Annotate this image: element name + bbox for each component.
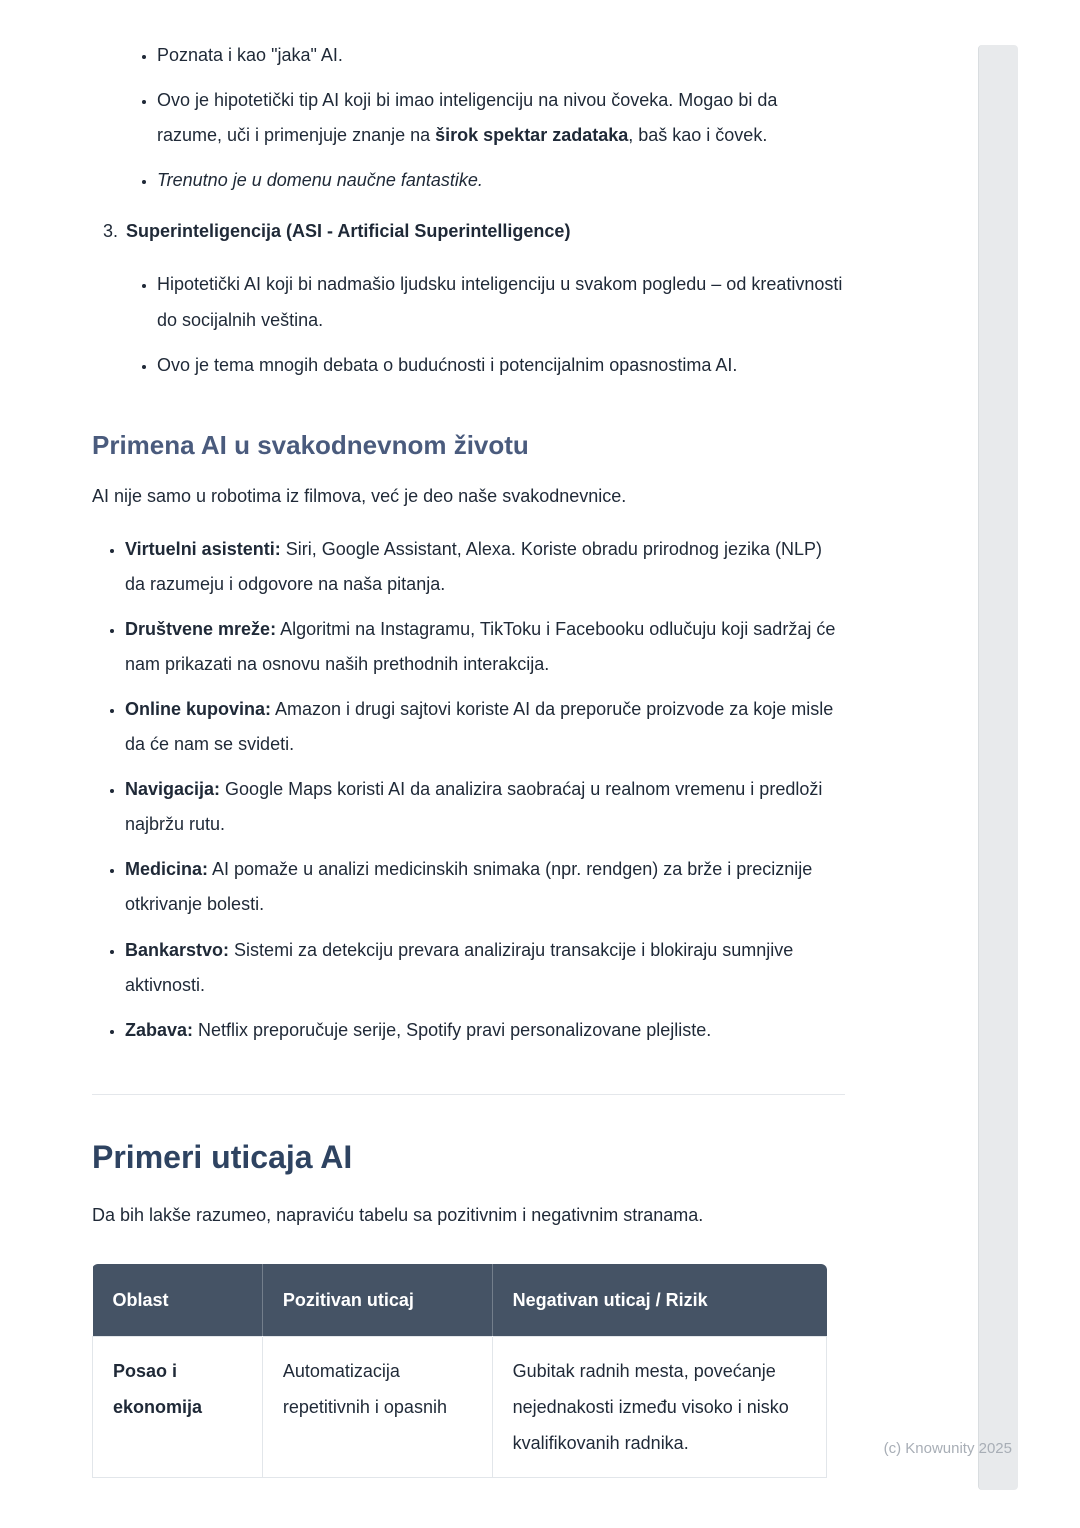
list-item-text: Hipotetički AI koji bi nadmašio ljudsku inteligenciju u svakom pogledu – od kreativnosti do socijalnih veština.	[157, 274, 843, 330]
table-cell-negativan: Gubitak radnih mesta, povećanje nejednakosti između visoko i nisko kvalifikovanih radnika.	[492, 1336, 826, 1477]
asi-bullet-list	[92, 267, 845, 382]
list-item	[125, 852, 845, 922]
everyday-uses-list	[92, 532, 845, 1048]
document-content	[92, 38, 845, 1478]
impact-table-wrapper	[92, 1264, 827, 1478]
list-item	[125, 692, 845, 762]
item-number: 3.	[103, 221, 119, 242]
list-item-text: Google Maps koristi AI da analizira saobraćaj u realnom vremenu i predloži najbržu rutu.	[125, 779, 823, 835]
table-header-row	[93, 1264, 827, 1337]
list-item	[125, 772, 845, 842]
list-item-label: Medicina:	[125, 859, 209, 880]
list-item-text: Sistemi za detekciju prevara analiziraju transakcije i blokiraju sumnjive aktivnosti.	[125, 939, 794, 995]
list-item-text: Amazon i drugi sajtovi koriste AI da preporuče proizvode za koje misle da će nam se svideti.	[125, 699, 834, 755]
list-item	[157, 83, 845, 153]
table-header-cell-oblast: Oblast	[93, 1264, 263, 1337]
page-heading-primeri-uticaja: Primeri uticaja AI	[92, 1138, 353, 1175]
impact-intro-paragraph: Da bih lakše razumeo, napraviću tabelu sa pozitivnim i negativnim stranama.	[92, 1205, 704, 1226]
list-item	[125, 612, 845, 682]
list-item-text: Netflix preporučuje serije, Spotify pravi personalizovane plejliste.	[193, 1019, 712, 1040]
agi-bullet-list	[92, 38, 845, 198]
item-title: Superinteligencija (ASI - Artificial Superintelligence)	[126, 221, 571, 242]
list-item-bold-text: širok spektar zadataka	[435, 125, 629, 146]
list-item-text: Poznata i kao "jaka" AI.	[157, 45, 343, 65]
list-item-italic-text: Trenutno je u domenu naučne fantastike.	[157, 170, 483, 191]
list-item-text: Ovo je hipotetički tip AI koji bi imao inteligenciju na nivou čoveka. Mogao bi da razume, uči i primenjuje znanje na	[157, 90, 778, 146]
list-item	[157, 267, 845, 337]
table-row	[93, 1336, 827, 1477]
list-item-text: AI pomaže u analizi medicinskih snimaka (npr. rendgen) za brže i preciznije otkrivanje bolesti.	[125, 859, 813, 915]
list-item	[125, 532, 845, 602]
table-header-cell-pozitivan: Pozitivan uticaj	[262, 1264, 492, 1337]
scrollbar-thumb[interactable]	[978, 45, 1018, 1490]
list-item-text: Ovo je tema mnogih debata o budućnosti i potencijalnim opasnostima AI.	[157, 354, 738, 375]
list-item-label: Bankarstvo:	[125, 939, 230, 960]
impact-table	[92, 1264, 827, 1478]
table-header-cell-negativan: Negativan uticaj / Rizik	[492, 1264, 826, 1337]
divider	[92, 1094, 845, 1095]
numbered-list-item-3	[103, 214, 845, 249]
list-item	[125, 933, 845, 1003]
list-item-text: Algoritmi na Instagramu, TikToku i Facebooku odlučuju koji sadržaj će nam prikazati na osnovu naših prethodnih interakcija.	[125, 618, 836, 674]
section-heading-primena-ai: Primena AI u svakodnevnom životu	[92, 429, 529, 460]
table-cell-pozitivan: Automatizacija repetitivnih i opasnih	[262, 1336, 492, 1477]
list-item-text: Siri, Google Assistant, Alexa. Koriste obradu prirodnog jezika (NLP) da razumeju i odgovore na naša pitanja.	[125, 538, 822, 594]
list-item	[157, 38, 845, 73]
list-item-label: Virtuelni asistenti:	[125, 538, 281, 559]
list-item	[157, 348, 845, 383]
list-item-label: Navigacija:	[125, 779, 221, 800]
table-cell-oblast: Posao i ekonomija	[93, 1336, 263, 1477]
list-item-label: Društvene mreže:	[125, 618, 277, 639]
list-item-label: Online kupovina:	[125, 699, 272, 720]
watermark: (c) Knowunity 2025	[883, 1440, 1012, 1457]
list-item-text: , baš kao i čovek.	[628, 125, 768, 146]
section-intro-paragraph: AI nije samo u robotima iz filmova, već je deo naše svakodnevnice.	[92, 485, 627, 506]
list-item	[157, 163, 845, 198]
list-item-label: Zabava:	[125, 1019, 194, 1040]
list-item	[125, 1013, 845, 1048]
